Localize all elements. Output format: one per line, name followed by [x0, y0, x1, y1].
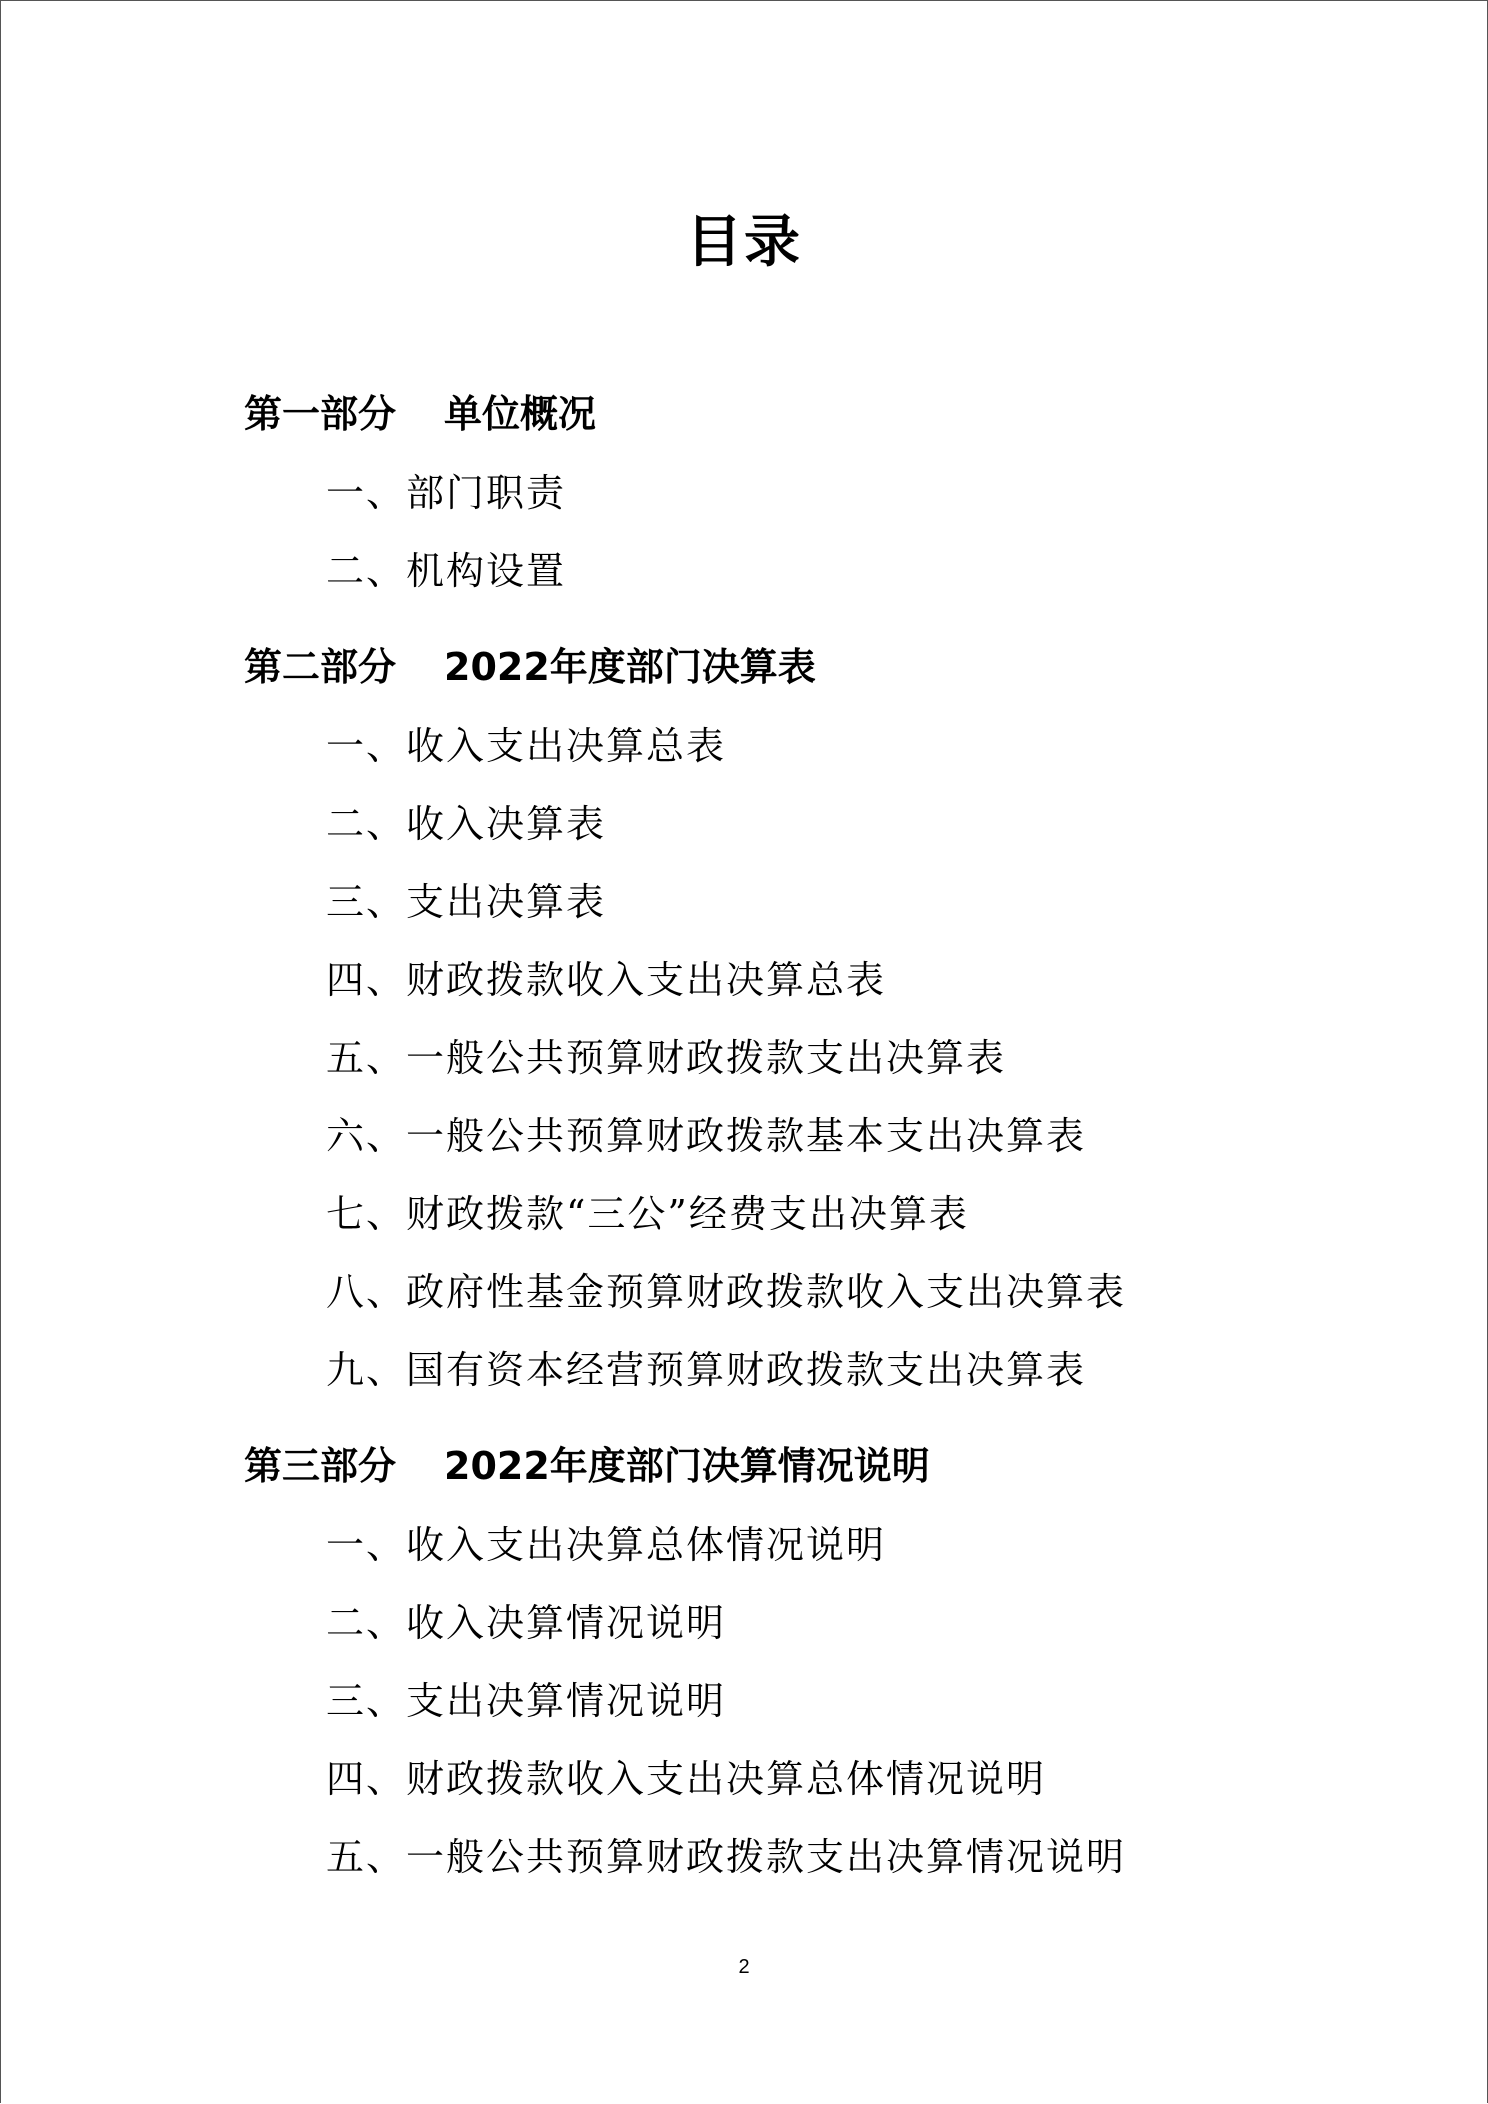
- toc-item[interactable]: 二、机构设置: [326, 549, 567, 593]
- toc-item[interactable]: 三、支出决算情况说明: [326, 1679, 727, 1723]
- toc-part-1[interactable]: [244, 390, 596, 438]
- part-number: 第二部分: [244, 645, 397, 689]
- toc-item[interactable]: 三、支出决算表: [326, 880, 607, 924]
- page-number: 2: [738, 1956, 750, 1978]
- toc-item[interactable]: 八、政府性基金预算财政拨款收入支出决算表: [326, 1270, 1127, 1314]
- toc-item[interactable]: 六、一般公共预算财政拨款基本支出决算表: [326, 1114, 1087, 1158]
- toc-part-2[interactable]: [244, 643, 816, 691]
- toc-item[interactable]: 七、财政拨款“三公”经费支出决算表: [326, 1192, 969, 1236]
- part-number: 第三部分: [244, 1444, 397, 1488]
- toc-item[interactable]: 一、部门职责: [326, 471, 567, 515]
- part-title: 单位概况: [444, 392, 597, 436]
- part-number: 第一部分: [244, 392, 397, 436]
- toc-part-3[interactable]: [244, 1442, 930, 1490]
- toc-item[interactable]: 一、收入支出决算总表: [326, 724, 727, 768]
- page-title: 目录: [686, 209, 802, 275]
- part-title: 2022年度部门决算情况说明: [444, 1444, 930, 1488]
- toc-item[interactable]: 五、一般公共预算财政拨款支出决算情况说明: [326, 1835, 1127, 1879]
- part-title: 2022年度部门决算表: [444, 645, 816, 689]
- toc-item[interactable]: 九、国有资本经营预算财政拨款支出决算表: [326, 1348, 1087, 1392]
- toc-item[interactable]: 二、收入决算情况说明: [326, 1601, 727, 1645]
- toc-item[interactable]: 四、财政拨款收入支出决算总体情况说明: [326, 1757, 1047, 1801]
- toc-item[interactable]: 四、财政拨款收入支出决算总表: [326, 958, 887, 1002]
- toc-item[interactable]: 二、收入决算表: [326, 802, 607, 846]
- toc-item[interactable]: 五、一般公共预算财政拨款支出决算表: [326, 1036, 1007, 1080]
- toc-item[interactable]: 一、收入支出决算总体情况说明: [326, 1523, 887, 1567]
